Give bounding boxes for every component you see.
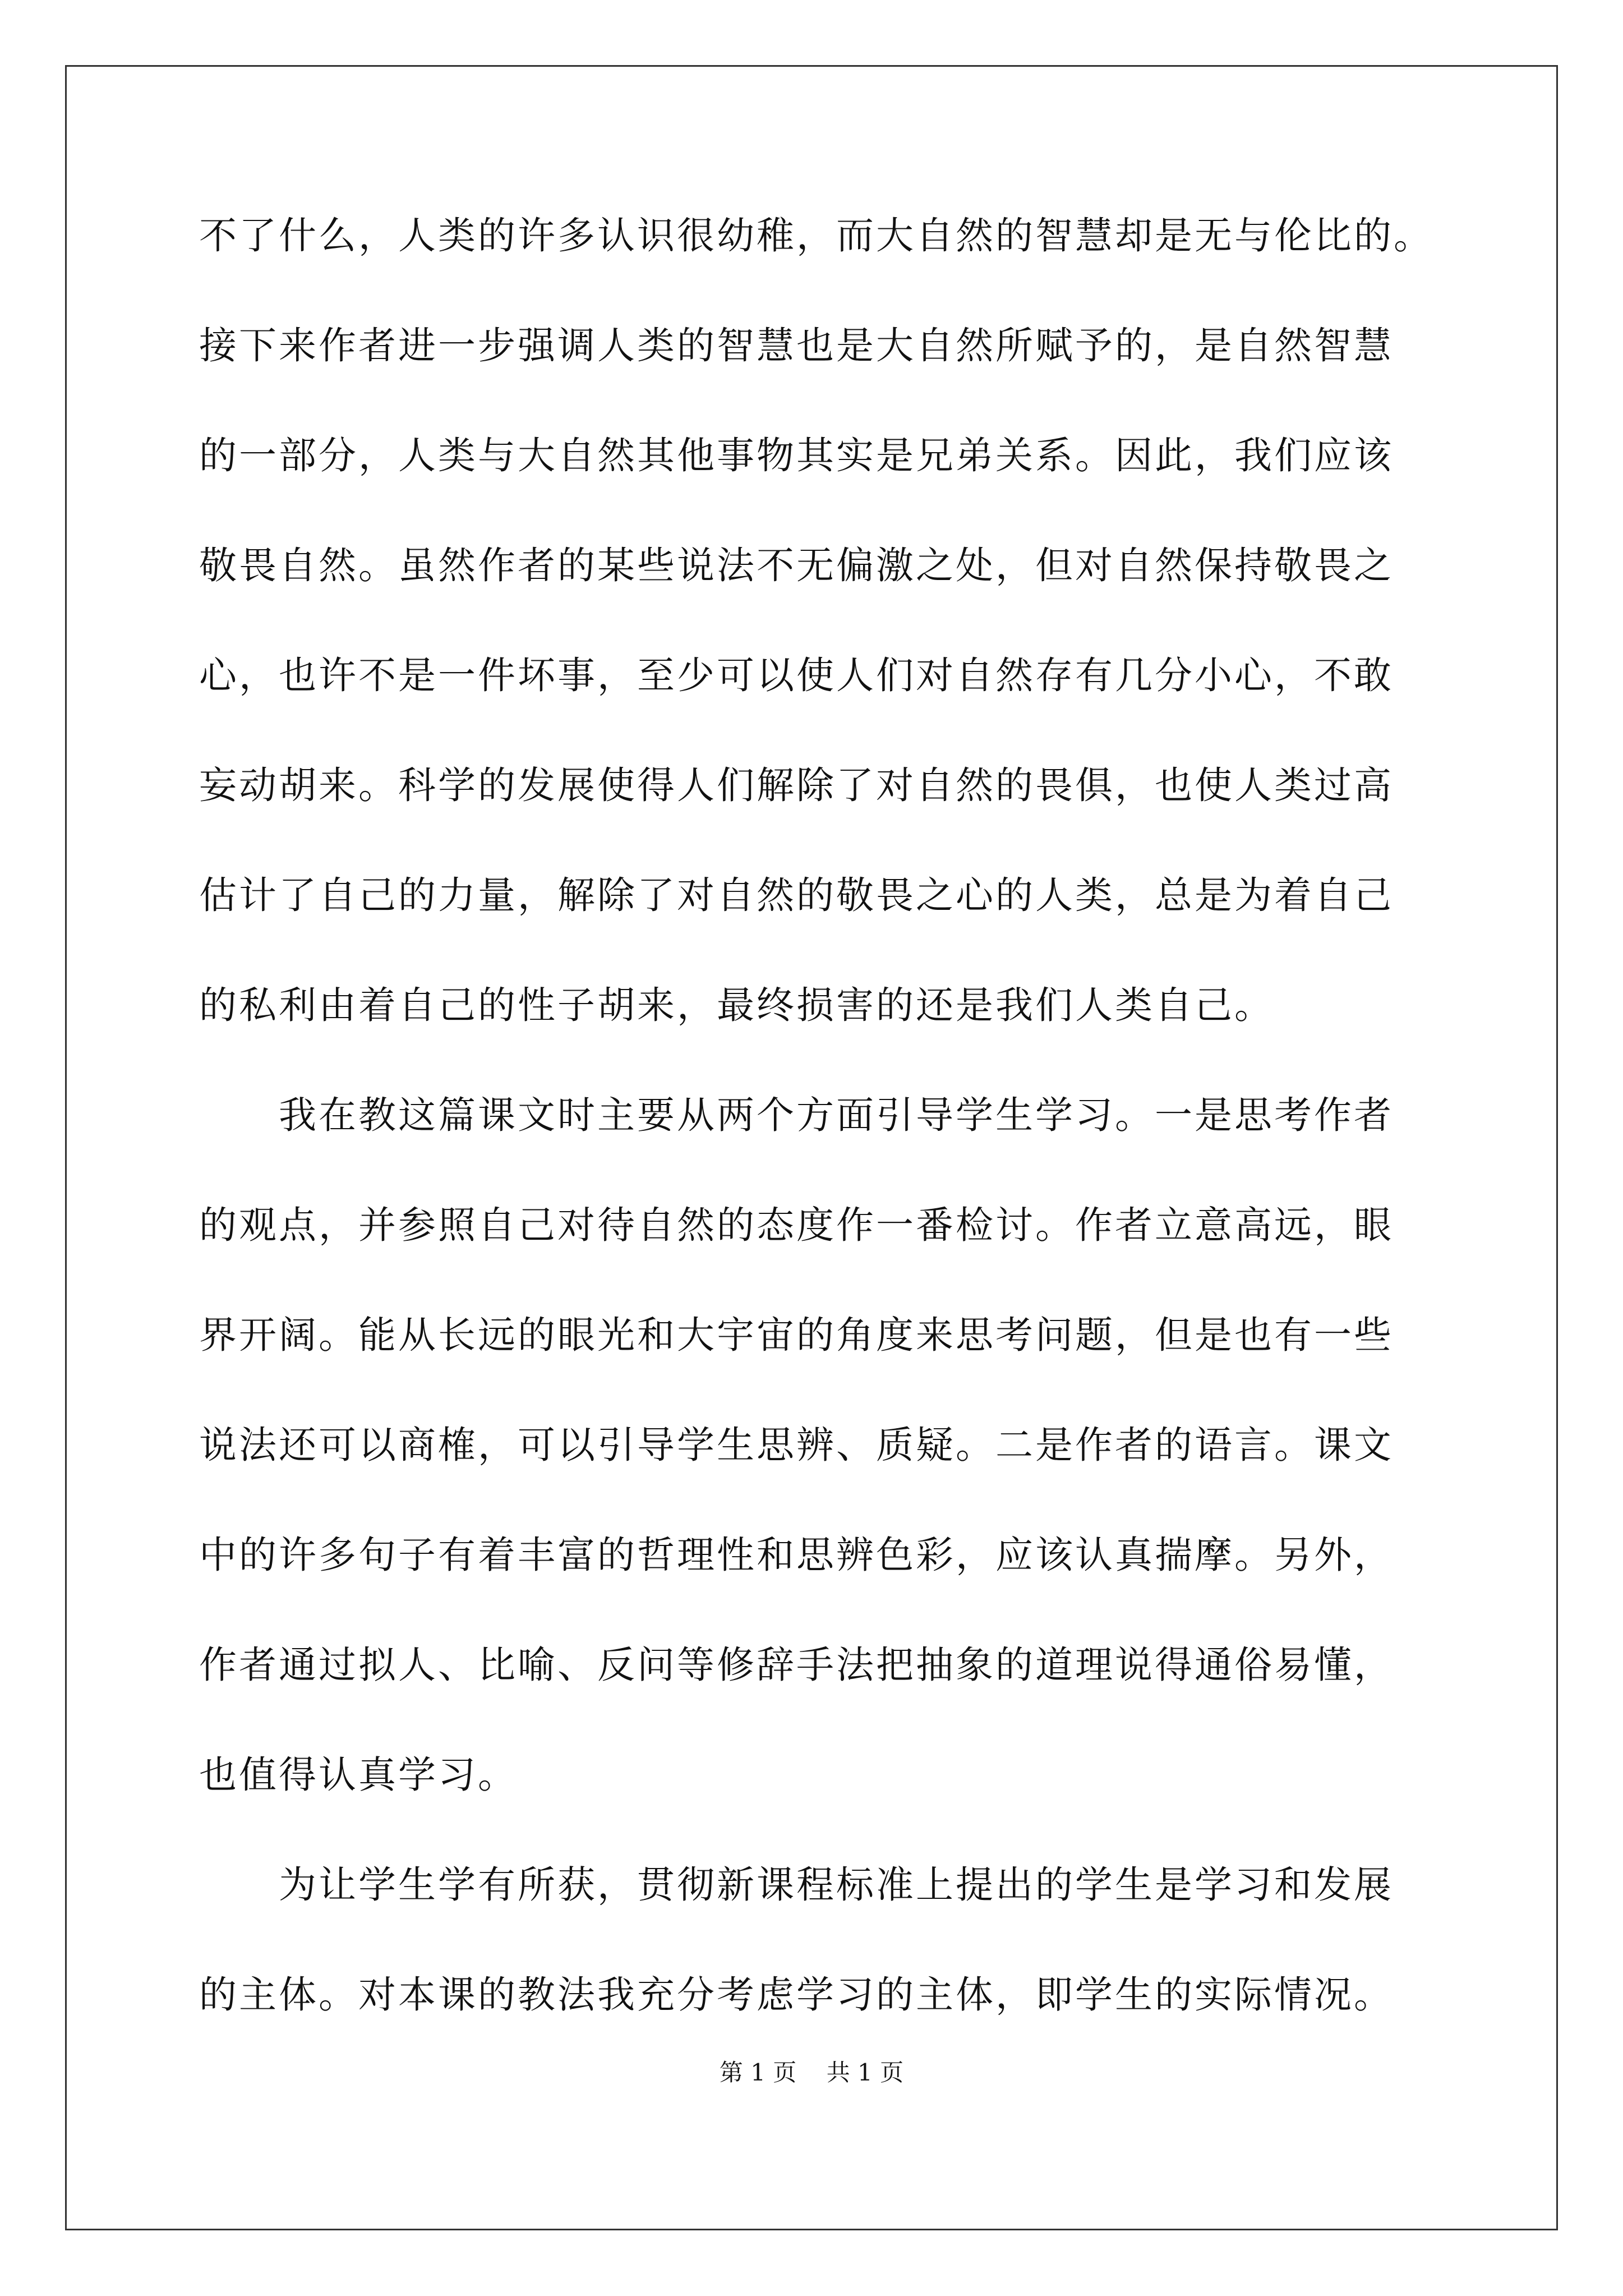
text-line: 也值得认真学习。 (199, 1753, 518, 1797)
text-line: 估计了自己的力量，解除了对自然的敬畏之心的人类，总是为着自己 (199, 873, 1394, 917)
text-line: 不了什么，人类的许多认识很幼稚，而大自然的智慧却是无与伦比的。 (199, 214, 1433, 257)
text-line: 的主体。对本课的教法我充分考虑学习的主体，即学生的实际情况。 (199, 1973, 1394, 2017)
page-number-footer: 第 1 页 共 1 页 (719, 2059, 904, 2086)
text-line: 的一部分，人类与大自然其他事物其实是兄弟关系。因此，我们应该 (199, 434, 1394, 477)
text-line: 为让学生学有所获，贯彻新课程标准上提出的学生是学习和发展 (199, 1863, 1394, 1907)
document-body (199, 208, 1444, 2077)
text-line: 的观点，并参照自己对待自然的态度作一番检讨。作者立意高远，眼 (199, 1203, 1394, 1247)
text-line: 的私利由着自己的性子胡来，最终损害的还是我们人类自己。 (199, 983, 1274, 1027)
text-line: 中的许多句子有着丰富的哲理性和思辨色彩，应该认真揣摩。另外， (199, 1533, 1394, 1577)
text-line: 接下来作者进一步强调人类的智慧也是大自然所赋予的，是自然智慧 (199, 324, 1394, 367)
text-line: 心，也许不是一件坏事，至少可以使人们对自然存有几分小心，不敢 (199, 654, 1394, 697)
text-line: 作者通过拟人、比喻、反问等修辞手法把抽象的道理说得通俗易懂， (199, 1643, 1394, 1687)
text-line: 界开阔。能从长远的眼光和大宇宙的角度来思考问题，但是也有一些 (199, 1313, 1394, 1357)
text-line: 敬畏自然。虽然作者的某些说法不无偏激之处，但对自然保持敬畏之 (199, 544, 1394, 587)
text-line: 妄动胡来。科学的发展使得人们解除了对自然的畏俱，也使人类过高 (199, 763, 1394, 807)
text-line: 我在教这篇课文时主要从两个方面引导学生学习。一是思考作者 (199, 1093, 1394, 1137)
text-line: 说法还可以商榷，可以引导学生思辨、质疑。二是作者的语言。课文 (199, 1423, 1394, 1467)
